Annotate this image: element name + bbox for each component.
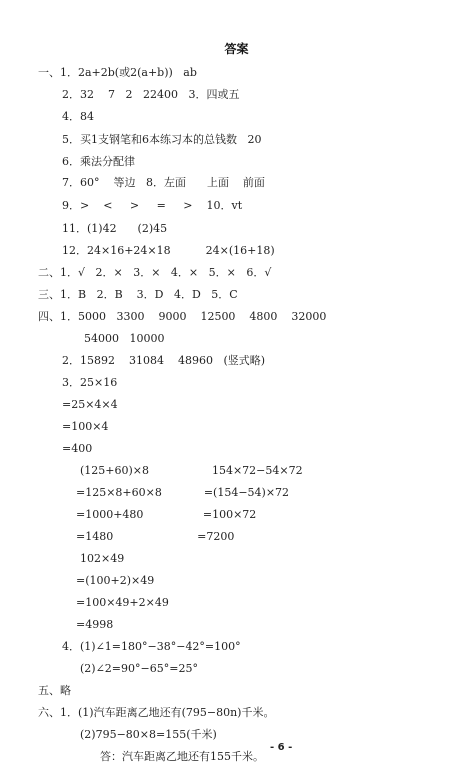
answer-line: 5．买1支钢笔和6本练习本的总钱数 20 [62, 133, 262, 146]
answer-line: =400 [62, 442, 93, 455]
answer-line: 11．(1)42 (2)45 [62, 222, 168, 235]
answer-line: 一、1．2a+2b(或2(a+b)) ab [38, 66, 197, 79]
answer-line: 4．84 [62, 110, 94, 123]
answer-line: =25×4×4 [62, 398, 118, 411]
answer-line: =1480 =7200 [76, 530, 235, 543]
answer-line: 12．24×16+24×18 24×(16+18) [62, 244, 275, 257]
page-number: - 6 - [270, 742, 293, 753]
answer-line: =100×4 [62, 420, 109, 433]
answer-line: (2)∠2=90°−65°=25° [80, 662, 198, 675]
answer-line: =100×49+2×49 [76, 596, 169, 609]
answer-line: 3．25×16 [62, 376, 118, 389]
answer-line: 五、略 [38, 684, 71, 697]
answer-line: =(100+2)×49 [76, 574, 155, 587]
answer-line: =1000+480 =100×72 [76, 508, 257, 521]
answer-line: =125×8+60×8 =(154−54)×72 [76, 486, 290, 499]
answer-line: (125+60)×8 154×72−54×72 [80, 464, 303, 477]
answer-line: 二、1．√ 2．× 3．× 4．× 5．× 6．√ [38, 266, 272, 279]
answer-line: =4998 [76, 618, 114, 631]
answer-line: 三、1．B 2．B 3．D 4．D 5．C [38, 288, 238, 301]
answer-line: 102×49 [80, 552, 125, 565]
answer-line: 9．> < > = > 10．vt [62, 199, 243, 212]
answer-line: 2．32 7 2 22400 3．四或五 [62, 88, 240, 101]
answer-line: 54000 10000 [84, 332, 165, 345]
answer-line: 六、1．(1)汽车距离乙地还有(795−80n)千米。 [38, 706, 275, 719]
answer-line: 四、1．5000 3300 9000 12500 4800 32000 [38, 310, 327, 323]
page-title: 答案 [224, 42, 249, 56]
answer-line: (2)795−80×8=155(千米) [80, 728, 217, 741]
answer-line: 答：汽车距离乙地还有155千米。 [100, 750, 264, 763]
answer-line: 7．60° 等边 8．左面 上面 前面 [62, 176, 265, 189]
answer-line: 6．乘法分配律 [62, 155, 135, 168]
answer-line: 4．(1)∠1=180°−38°−42°=100° [62, 640, 241, 653]
answer-line: 2．15892 31084 48960 (竖式略) [62, 354, 266, 367]
